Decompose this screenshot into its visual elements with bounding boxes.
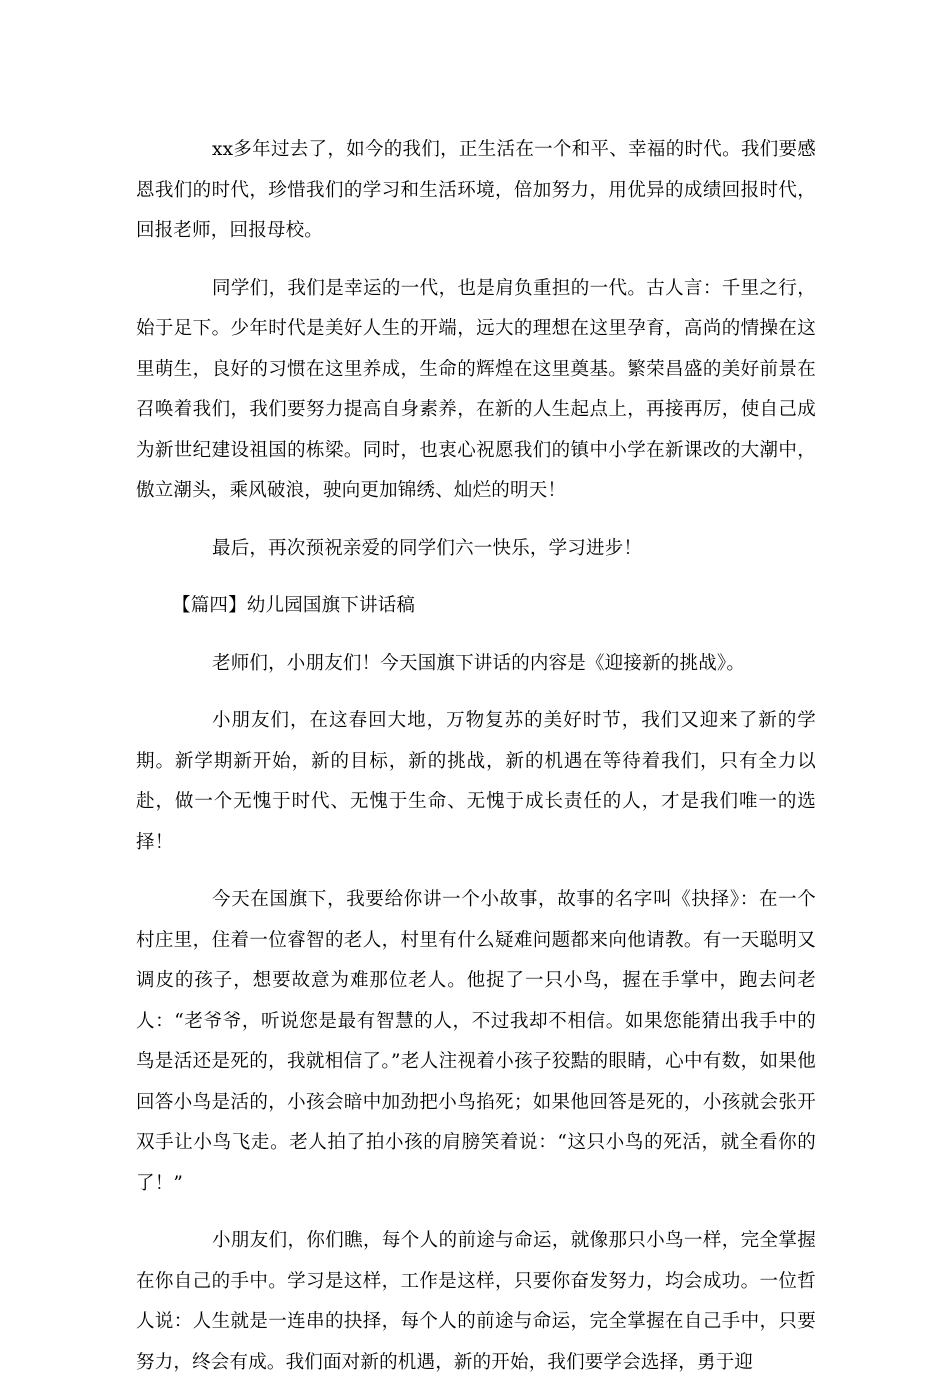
document-body [136,130,816,1400]
paragraph-destiny: 小朋友们，你们瞧，每个人的前途与命运，就像那只小鸟一样，完全掌握在你自己的手中。学习是这样，工作是这样，只要你奋发努力，均会成功。一位哲人说：人生就是一连串的抉择，每个人的前途与命运，完全掌握在自己手中，只要努力，终会有成。我们面对新的机遇，新的开始，我们要学会选择，勇于迎 [136,1230,816,1373]
paragraph-fortunate-generation: 同学们，我们是幸运的一代，也是肩负重担的一代。古人言：千里之行，始于足下。少年时代是美好人生的开端，远大的理想在这里孕育，高尚的情操在这里萌生，良好的习惯在这里养成，生命的辉煌在这里奠基。繁荣昌盛的美好前景在召唤着我们，我们要努力提高自身素养，在新的人生起点上，再接再厉，使自己成为新世纪建设祖国的栋梁。同时，也衷心祝愿我们的镇中小学在新课改的大潮中，傲立潮头，乘风破浪，驶向更加锦绣、灿烂的明天！ [136,277,816,501]
paragraph-greeting: 老师们，小朋友们！今天国旗下讲话的内容是《迎接新的挑战》。 [212,652,746,674]
section-heading: 【篇四】幼儿园国旗下讲话稿 [172,595,416,616]
paragraph-new-semester: 小朋友们，在这春回大地，万物复苏的美好时节，我们又迎来了新的学期。新学期新开始，新的目标，新的挑战，新的机遇在等待着我们，只有全力以赴，做一个无愧于时代、无愧于生命、无愧于成长责任的人，才是我们唯一的选择！ [136,710,816,853]
paragraph-gratitude: xx多年过去了，如今的我们，正生活在一个和平、幸福的时代。我们要感恩我们的时代，珍惜我们的学习和生活环境，倍加努力，用优异的成绩回报时代，回报老师，回报母校。 [136,139,816,241]
paragraph-story: 今天在国旗下，我要给你讲一个小故事，故事的名字叫《抉择》：在一个村庄里，住着一位睿智的老人，村里有什么疑难问题都来向他请教。有一天聪明又调皮的孩子，想要故意为难那位老人。他捉了一只小鸟，握在手掌中，跑去问老人：“老爷爷，听说您是最有智慧的人，不过我却不相信。如果您能猜出我手中的鸟是活还是死的，我就相信了。”老人注视着小孩子狡黠的眼睛，心中有数，如果他回答小鸟是活的，小孩会暗中加劲把小鸟掐死；如果他回答是死的，小孩就会张开双手让小鸟飞走。老人拍了拍小孩的肩膀笑着说：“这只小鸟的死活，就全看你的了！” [136,889,816,1194]
paragraph-closing-wishes: 最后，再次预祝亲爱的同学们六一快乐，学习进步！ [212,537,643,559]
